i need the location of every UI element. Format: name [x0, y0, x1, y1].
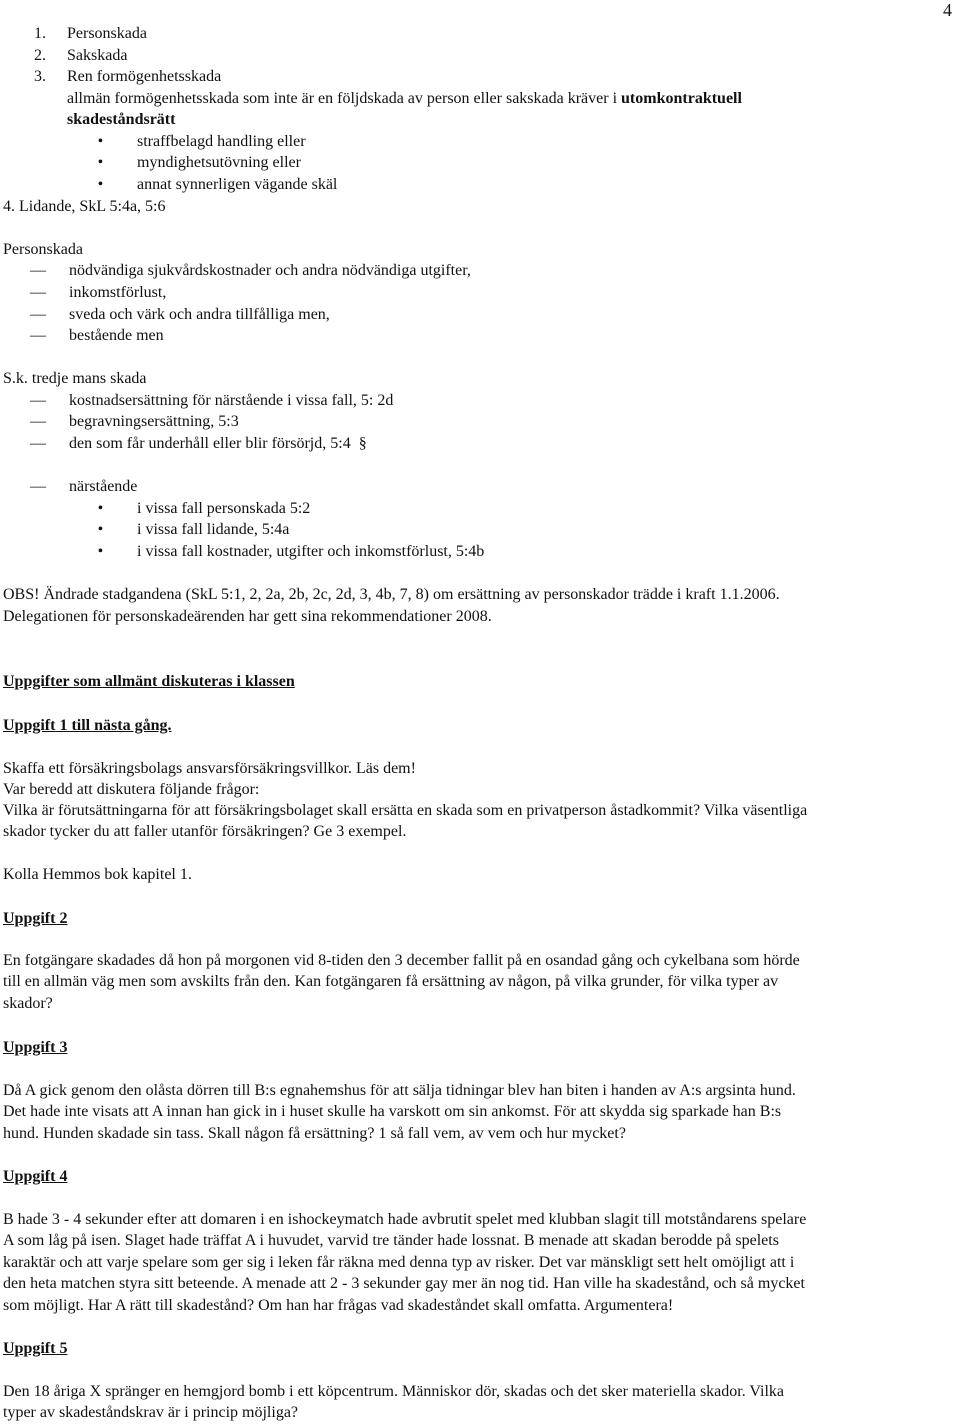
list-item-3-description-cont: skadeståndsrätt [67, 111, 176, 128]
personskada-heading: Personskada [3, 241, 83, 258]
uppgift-3-heading: Uppgift 3 [3, 1039, 68, 1056]
dash-icon: — [30, 306, 46, 323]
uppgift-5-line: typer av skadeståndskrav är i princip möjliga? [3, 1404, 299, 1421]
dash-item: bestående men [69, 327, 164, 344]
list-item-lidande: 4. Lidande, SkL 5:4a, 5:6 [3, 198, 166, 215]
tredje-mans-heading: S.k. tredje mans skada [3, 370, 147, 387]
dash-item-text: den som får underhåll eller blir försörjd, 5:4 [69, 435, 351, 452]
section-sign: § [358, 435, 367, 452]
list-number-2: 2. [34, 47, 46, 64]
uppgift-4-line: karaktär och att varje spelare som ger sig i leken får räkna med denna typ av risker. Det var mänskligt sett helt omöjligt att i [3, 1254, 795, 1271]
bullet-item: myndighetsutövning eller [137, 154, 301, 171]
uppgift-4-line: som möjligt. Har A rätt till skadestånd? Om han har frågas vad skadeståndet skall omfatta. Argumentera! [3, 1297, 674, 1314]
dash-icon: — [30, 435, 46, 452]
uppgift-1-line: Var beredd att diskutera följande frågor: [3, 781, 260, 798]
uppgift-4-line: den heta matchen styra sitt beteende. A menade att 2 - 3 sekunder gay mer än nog tid. Han ville ha skadestånd, och så mycket [3, 1275, 805, 1292]
dash-item: begravningsersättning, 5:3 [69, 413, 239, 430]
list-number-3: 3. [34, 68, 46, 85]
obs-line-1: OBS! Ändrade stadgandena (SkL 5:1, 2, 2a, 2b, 2c, 2d, 3, 4b, 7, 8) om ersättning av personskador trädde i kraft 1.1.2006. [3, 586, 780, 603]
list-item-sakskada: Sakskada [67, 47, 128, 64]
uppgift-2-heading: Uppgift 2 [3, 910, 68, 927]
bullet-icon: • [98, 177, 103, 192]
description-bold: utomkontraktuell [621, 90, 742, 107]
bullet-icon: • [98, 522, 103, 537]
uppgift-4-line: A som låg på isen. Slaget hade träffat A i huvudet, varvid tre tänder hade lossnat. B menade att skadan berodde på spelets [3, 1232, 779, 1249]
dash-icon: — [30, 284, 46, 301]
uppgift-1-line: skador tycker du att faller utanför försäkringen? Ge 3 exempel. [3, 823, 407, 840]
dash-item: sveda och värk och andra tillfålliga men, [69, 306, 330, 323]
list-item-ren-formogenhetsskada: Ren formögenhetsskada [67, 68, 222, 85]
uppgift-2-line: till en allmän väg men som avskilts från den. Kan fotgängaren få ersättning av någon, på vilka grunder, för vilka typer av [3, 973, 779, 990]
list-item-personskada: Personskada [67, 25, 147, 42]
uppgift-5-line: Den 18 åriga X spränger en hemgjord bomb i ett köpcentrum. Människor dör, skadas och det sker materiella skador. Vilka [3, 1383, 785, 1400]
list-item-3-description [67, 89, 742, 109]
dash-icon: — [30, 478, 46, 495]
dash-item: inkomstförlust, [69, 284, 167, 301]
uppgift-1-heading: Uppgift 1 till nästa gång. [3, 717, 172, 734]
uppgift-3-line: Då A gick genom den olåsta dörren till B:s egnahemshus för att sälja tidningar blev han biten i handen av A:s argsinta hund. [3, 1082, 796, 1099]
dash-icon: — [30, 327, 46, 344]
bullet-item: i vissa fall personskada 5:2 [137, 500, 311, 517]
page-number: 4 [943, 0, 952, 20]
uppgift-4-line: B hade 3 - 4 sekunder efter att domaren i en ishockeymatch hade avbrutit spelet med klubban slagit till motståndarens spelare [3, 1211, 807, 1228]
narstaende-label: närstående [69, 478, 138, 495]
tasks-heading: Uppgifter som allmänt diskuteras i klassen [3, 673, 295, 690]
uppgift-3-line: Det hade inte visats att A innan han gick in i huset skulle ha varskott om sin ankomst. För att skydda sig sparkade han B:s [3, 1103, 782, 1120]
bullet-item: i vissa fall lidande, 5:4a [137, 521, 290, 538]
bullet-icon: • [98, 501, 103, 516]
dash-icon: — [30, 392, 46, 409]
uppgift-1-line: Vilka är förutsättningarna för att försäkringsbolaget skall ersätta en skada som en privatperson åstadkommit? Vilka väsentliga [3, 802, 808, 819]
bullet-icon: • [98, 544, 103, 559]
obs-line-2: Delegationen för personskadeärenden har gett sina rekommendationer 2008. [3, 608, 492, 625]
uppgift-3-line: hund. Hunden skadade sin tass. Skall någon få ersättning? 1 så fall vem, av vem och hur mycket? [3, 1125, 626, 1142]
dash-item: nödvändiga sjukvårdskostnader och andra nödvändiga utgifter, [69, 262, 471, 279]
bullet-item: i vissa fall kostnader, utgifter och inkomstförlust, 5:4b [137, 543, 485, 560]
uppgift-5-heading: Uppgift 5 [3, 1340, 68, 1357]
dash-item: kostnadsersättning för närstående i vissa fall, 5: 2d [69, 392, 394, 409]
bullet-icon: • [98, 155, 103, 170]
uppgift-2-line: En fotgängare skadades då hon på morgonen vid 8-tiden den 3 december fallit på en osandad gång och cykelbana som hörde [3, 952, 800, 969]
list-number-1: 1. [34, 25, 46, 42]
dash-item [69, 434, 367, 454]
uppgift-2-line: skador? [3, 995, 53, 1012]
description-text: allmän formögenhetsskada som inte är en följdskada av person eller sakskada kräver i [67, 90, 622, 107]
uppgift-1-line: Kolla Hemmos bok kapitel 1. [3, 866, 192, 883]
bullet-icon: • [98, 134, 103, 149]
uppgift-4-heading: Uppgift 4 [3, 1168, 68, 1185]
dash-icon: — [30, 413, 46, 430]
bullet-item: straffbelagd handling eller [137, 133, 306, 150]
dash-icon: — [30, 262, 46, 279]
uppgift-1-line: Skaffa ett försäkringsbolags ansvarsförsäkringsvillkor. Läs dem! [3, 760, 416, 777]
bullet-item: annat synnerligen vägande skäl [137, 176, 338, 193]
